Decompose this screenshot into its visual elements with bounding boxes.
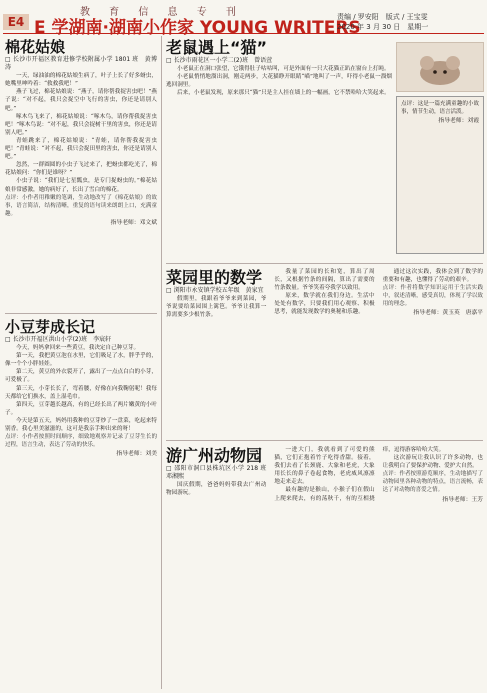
article-title: 小豆芽成长记 bbox=[5, 318, 96, 336]
article-paragraph: 一天，绿油油的棉花姑娘生病了，叶子上长了好多蚜虫，她嘴里呻吟着：“救救我吧！” bbox=[5, 73, 157, 88]
article-byline: □ 长沙市开福区教育进修学校附属小学 1801 班 黄博涛 bbox=[5, 56, 157, 72]
article-paragraph: 第一天，我把黄豆泡在水里，它们吸足了水，胖乎乎的，像一个个小胖娃娃。 bbox=[5, 353, 157, 368]
masthead-banner: 教 育 信 息 专 刊 bbox=[80, 7, 244, 18]
article-paragraph: 第四天，豆芽越长越高，有的已经长出了两片嫩黄的小叶子。 bbox=[5, 401, 157, 416]
article-paragraph: 一进大门，我就看到了可爱的熊猫，它们正抱着竹子吃得香甜。接着，我们去看了长颈鹿、大象和老虎，大象用长长的鼻子卷起食物，老虎威风凛凛地走来走去。 bbox=[274, 447, 375, 486]
article-teacher: 指导老师：刘美 bbox=[116, 451, 157, 458]
page-title: E 学湖南·湖南小作家 YOUNG WRITERS bbox=[34, 18, 361, 38]
article-guangzhou-zoo bbox=[166, 446, 483, 688]
article-paragraph: 我量了菜园的长和宽，算出了周长，又根据竹条的间隔，算出了需要的竹条数量。爷爷笑着夸我学以致用。 bbox=[274, 269, 375, 292]
mouse-illustration bbox=[396, 42, 484, 92]
article-paragraph: 原来，数学就在我们身边。生活中处处有数学，只要我们用心观察、积极思考，就能发现数学的奥秘和乐趣。 bbox=[274, 293, 375, 316]
article-paragraph: 小虫子说：“我们是七星瓢虫，是专门捉蚜虫的。”棉花姑娘非常感激，她的病好了，长出了雪白的棉花。 bbox=[5, 178, 157, 193]
article-title: 游广州动物园 bbox=[166, 446, 263, 465]
article-paragraph: 假期里，我跟着爷爷来到菜园，爷爷说要给菜园围上篱笆。爷爷让我算一算需要多少根竹条。 bbox=[166, 296, 267, 319]
article-teacher: 指导老师：王芳 bbox=[442, 496, 483, 503]
article-paragraph: 第三天，小芽长长了，弯着腰，好像在向我鞠躬呢！我每天都给它们换水，盖上湿毛巾。 bbox=[5, 385, 157, 400]
article-comment: 点评：小作者按照时间顺序，细致地观察并记录了豆芽生长的过程，语言生动，表达了劳动的快乐。 bbox=[5, 434, 157, 449]
article-paragraph: 小老鼠正在洞口张望，它饿得肚子咕咕叫，可是外面有一只大花猫正趴在窗台上打盹。 bbox=[177, 66, 390, 73]
article-bean-sprout bbox=[5, 318, 157, 688]
article-garden-math bbox=[166, 268, 483, 436]
issue-date: 2020 年 3 月 30 日 星期一 bbox=[337, 23, 429, 31]
article-divider bbox=[166, 263, 483, 264]
section-marker: E4 bbox=[3, 14, 29, 30]
article-paragraph: 忽然，一群圆圆的小虫子飞过来了，把蚜虫都吃光了，棉花姑娘问：“你们是谁呀？” bbox=[5, 162, 157, 177]
mouse-icon bbox=[397, 43, 483, 91]
column-divider bbox=[161, 36, 162, 689]
article-paragraph: 啄木鸟飞来了，棉花姑娘说：“啄木鸟，请你帮我捉害虫吧！”啄木鸟说：“对不起，我只会捉树干里的害虫，你还是请别人吧。” bbox=[5, 113, 157, 136]
article-title: 棉花姑娘 bbox=[5, 38, 66, 56]
article-title: 菜园里的数学 bbox=[166, 268, 263, 287]
article-paragraph: 今天，妈妈拿回来一些黄豆，我决定自己种豆芽。 bbox=[16, 345, 140, 352]
article-comment: 点评：小作者用稚嫩的笔调，生动地改写了《棉花姑娘》的故事，语言简洁，结构清晰，重复的语句读来朗朗上口，充满童趣。 bbox=[5, 194, 157, 217]
article-cotton-girl bbox=[5, 38, 157, 310]
comment-box bbox=[396, 96, 484, 254]
article-paragraph: 今天是第五天，妈妈用我种的豆芽炒了一盘菜，吃起来特别香。我心里美滋滋的，这可是我亲手种出来的呀！ bbox=[5, 417, 157, 433]
article-byline: □ 长沙市开福区洪山小学(2)班 李宸轩 bbox=[5, 336, 112, 343]
masthead-rule bbox=[3, 33, 484, 34]
article-teacher: 指导老师：刘霞 bbox=[438, 118, 479, 125]
article-teacher: 指导老师：黄玉英 唐嘉平 bbox=[413, 310, 483, 317]
masthead bbox=[0, 0, 487, 38]
article-byline: □ 邵阳市洞口县株坑区小学 218 班 邓湘熙 bbox=[166, 465, 273, 481]
article-paragraph: 国庆假期，爸爸妈妈带我去广州动物园游玩。 bbox=[166, 482, 267, 497]
article-paragraph: 燕子飞过，棉花姑娘说：“燕子，请你帮我捉害虫吧！”燕子说：“对不起，我只会捉空中飞行的害虫，你还是请别人吧。” bbox=[5, 89, 157, 112]
article-comment: 点评：作者按照游览顺序，生动地描写了动物园里各种动物的特点，语言流畅，表达了对动物的喜爱之情。 bbox=[382, 471, 483, 494]
article-mouse-meets-cat bbox=[166, 38, 392, 260]
article-byline: □ 浏阳市永安镇学校五年级 黄家宜 bbox=[166, 287, 264, 294]
article-paragraph: 这次游玩让我认识了许多动物，也让我明白了要保护动物、爱护大自然。 bbox=[382, 455, 483, 470]
editor-credit: 责编 / 罗安阳 版式 / 王宝雯 bbox=[337, 13, 428, 21]
article-paragraph: 最有趣的是猴山，小猴子们在假山上爬来爬去，有的荡秋千，有的互相挠痒，逗得游客哈哈大笑。 bbox=[274, 447, 445, 502]
article-paragraph: 小老鼠悄悄地溜出洞，刚走两步，大花猫睁开眼睛“喵”地叫了一声，吓得小老鼠一溜烟逃回洞里。 bbox=[166, 74, 392, 89]
article-paragraph: 通过这次实践，我体会到了数学的重要和有趣，也懂得了劳动的艰辛。 bbox=[382, 269, 483, 284]
article-title: 老鼠遇上“猫” bbox=[166, 38, 268, 57]
article-byline: □ 长沙市雨花区一小学二(2)班 曾语萱 bbox=[166, 57, 273, 64]
article-comment: 点评：这是一篇充满童趣的小故事，情节生动，语言活泼。 bbox=[401, 101, 479, 116]
article-paragraph: 后来，小老鼠发现，原来那只“猫”只是主人挂在墙上的一幅画，它不禁哈哈大笑起来。 bbox=[177, 90, 390, 97]
article-teacher: 指导老师：邓文斌 bbox=[110, 219, 157, 226]
article-comment: 点评：作者将数学知识运用于生活实践中，叙述清晰，感受真切，体现了学以致用的理念。 bbox=[382, 285, 483, 308]
article-divider bbox=[166, 440, 483, 441]
masthead-info bbox=[337, 12, 477, 32]
article-paragraph: 第二天，黄豆的外衣裂开了，露出了一点点白白的小芽，可爱极了。 bbox=[5, 369, 157, 384]
article-divider bbox=[5, 313, 157, 314]
article-paragraph: 青蛙跳来了，棉花姑娘说：“青蛙，请你帮我捉害虫吧！”青蛙说：“对不起，我只会捉田里的害虫，你还是请别人吧。” bbox=[5, 137, 157, 161]
